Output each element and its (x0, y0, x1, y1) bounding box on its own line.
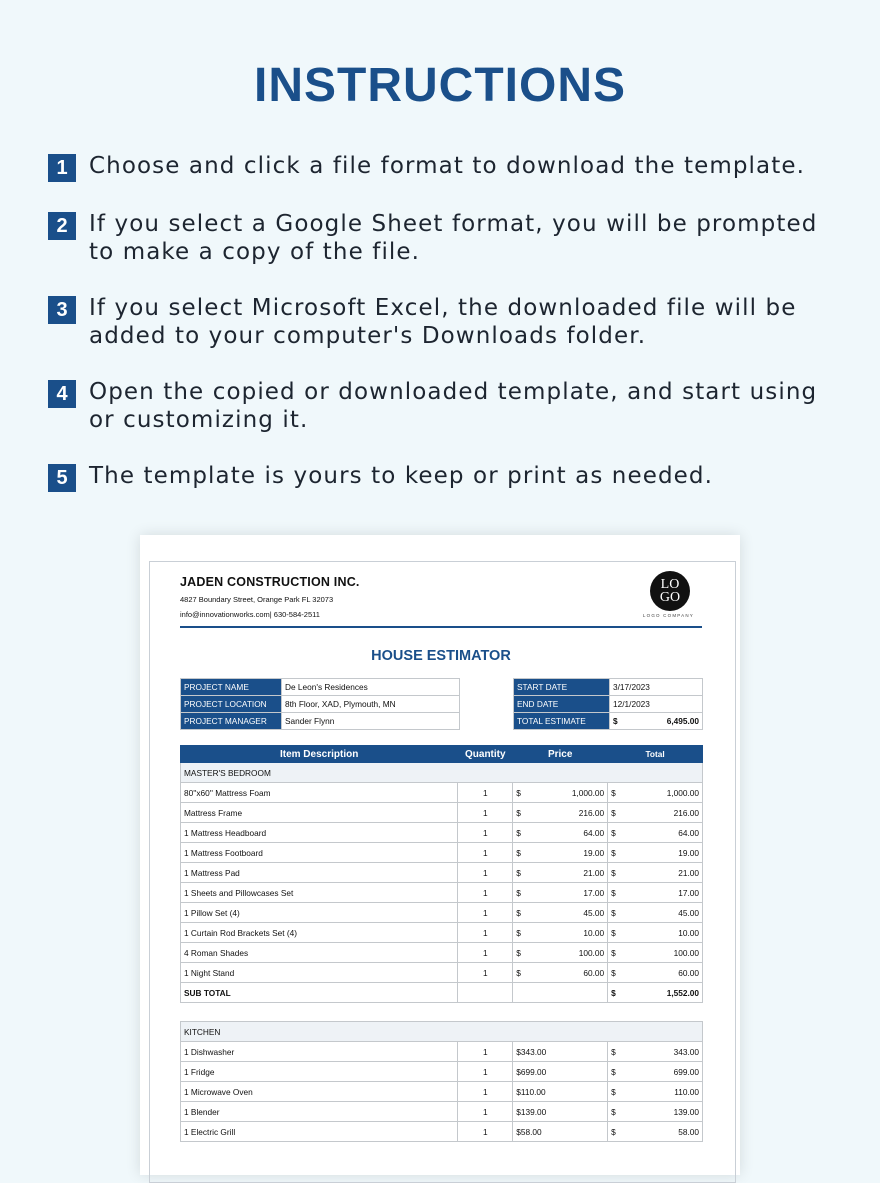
template-preview-sheet (140, 535, 740, 1175)
table-row (181, 923, 703, 943)
item-total: 58.00 (624, 1122, 703, 1142)
section-row (181, 1022, 703, 1042)
logo-text-bottom: GO (659, 590, 681, 605)
total-currency: $ (608, 1102, 624, 1122)
project-name-value: De Leon's Residences (282, 679, 460, 696)
total-currency: $ (608, 843, 624, 863)
end-date-label: END DATE (514, 696, 610, 713)
item-quantity: 1 (458, 823, 513, 843)
company-name: JADEN CONSTRUCTION INC. (180, 575, 360, 589)
project-location-value: 8th Floor, XAD, Plymouth, MN (282, 696, 460, 713)
company-address: 4827 Boundary Street, Orange Park FL 32073 (180, 595, 334, 604)
project-location-label: PROJECT LOCATION (181, 696, 282, 713)
item-total: 45.00 (624, 903, 703, 923)
price-currency: $ (513, 943, 531, 963)
item-quantity: 1 (458, 1102, 513, 1122)
item-description: 1 Dishwasher (181, 1042, 458, 1062)
total-currency: $ (608, 903, 624, 923)
item-description: 1 Pillow Set (4) (181, 903, 458, 923)
instruction-steps (48, 152, 848, 520)
estimate-document (180, 575, 702, 1137)
item-price: $58.00 (513, 1122, 608, 1142)
instruction-step (48, 152, 848, 182)
price-currency: $ (513, 823, 531, 843)
project-name-label: PROJECT NAME (181, 679, 282, 696)
table-row (181, 883, 703, 903)
subtotal-row (181, 983, 703, 1003)
instruction-step (48, 210, 848, 266)
start-date-label: START DATE (514, 679, 610, 696)
item-quantity: 1 (458, 923, 513, 943)
item-quantity: 1 (458, 1122, 513, 1142)
item-description: 1 Mattress Pad (181, 863, 458, 883)
total-currency: $ (608, 823, 624, 843)
item-total: 343.00 (624, 1042, 703, 1062)
price-currency: $ (513, 843, 531, 863)
logo-text-top: LO (660, 577, 680, 592)
total-currency: $ (608, 863, 624, 883)
item-quantity: 1 (458, 1062, 513, 1082)
item-description: 1 Mattress Headboard (181, 823, 458, 843)
item-quantity: 1 (458, 803, 513, 823)
total-currency: $ (608, 783, 624, 803)
item-total: 699.00 (624, 1062, 703, 1082)
step-number-badge: 5 (48, 464, 76, 492)
table-header-row (181, 746, 703, 763)
item-total: 19.00 (624, 843, 703, 863)
total-estimate-label: TOTAL ESTIMATE (514, 713, 610, 730)
header-price: Price (513, 746, 608, 763)
item-quantity: 1 (458, 943, 513, 963)
section-name: MASTER'S BEDROOM (181, 763, 703, 783)
total-currency: $ (608, 923, 624, 943)
item-price: $343.00 (513, 1042, 608, 1062)
item-description: 1 Night Stand (181, 963, 458, 983)
header-quantity: Quantity (458, 746, 513, 763)
item-total: 1,000.00 (624, 783, 703, 803)
table-row (181, 1042, 703, 1062)
company-contact: info@innovationworks.com| 630-584-2511 (180, 610, 320, 619)
price-currency: $ (513, 963, 531, 983)
step-text: If you select Microsoft Excel, the downloaded file will be added to your computer's Downloads folder. (89, 295, 797, 349)
item-total: 110.00 (624, 1082, 703, 1102)
step-number-badge: 2 (48, 212, 76, 240)
item-quantity: 1 (458, 1082, 513, 1102)
section-name: KITCHEN (181, 1022, 703, 1042)
total-currency: $ (608, 883, 624, 903)
item-description: 1 Fridge (181, 1062, 458, 1082)
item-price: $110.00 (513, 1082, 608, 1102)
end-date-value: 12/1/2023 (610, 696, 703, 713)
price-currency: $ (513, 863, 531, 883)
step-number-badge: 3 (48, 296, 76, 324)
table-row (181, 783, 703, 803)
section-row (181, 763, 703, 783)
instruction-step (48, 462, 848, 492)
step-text: If you select a Google Sheet format, you will be prompted to make a copy of the file. (89, 211, 818, 265)
company-logo (650, 571, 690, 611)
item-description: 80''x60'' Mattress Foam (181, 783, 458, 803)
item-total: 64.00 (624, 823, 703, 843)
price-currency: $ (513, 783, 531, 803)
step-number-badge: 1 (48, 154, 76, 182)
table-row (181, 963, 703, 983)
total-currency: $ (608, 803, 624, 823)
table-row (181, 1082, 703, 1102)
item-price: 60.00 (531, 963, 608, 983)
item-quantity: 1 (458, 843, 513, 863)
header-divider (180, 626, 702, 628)
header-total: Total (608, 746, 703, 763)
item-price: $139.00 (513, 1102, 608, 1122)
total-currency: $ (608, 1082, 624, 1102)
item-description: 1 Electric Grill (181, 1122, 458, 1142)
schedule-info-table (513, 678, 703, 730)
table-row (181, 803, 703, 823)
table-row (181, 1102, 703, 1122)
total-currency: $ (608, 1122, 624, 1142)
step-number-badge: 4 (48, 380, 76, 408)
item-quantity: 1 (458, 903, 513, 923)
item-total: 10.00 (624, 923, 703, 943)
table-row (181, 823, 703, 843)
table-row (181, 943, 703, 963)
item-quantity: 1 (458, 1042, 513, 1062)
item-description: 1 Microwave Oven (181, 1082, 458, 1102)
header-item-description: Item Description (181, 746, 458, 763)
item-total: 21.00 (624, 863, 703, 883)
item-price: 216.00 (531, 803, 608, 823)
item-total: 216.00 (624, 803, 703, 823)
subtotal-value: 1,552.00 (624, 983, 703, 1003)
document-title: HOUSE ESTIMATOR (371, 648, 511, 664)
table-row (181, 903, 703, 923)
price-currency: $ (513, 903, 531, 923)
project-manager-value: Sander Flynn (282, 713, 460, 730)
step-text: Open the copied or downloaded template, and start using or customizing it. (89, 379, 818, 433)
total-currency: $ (608, 1042, 624, 1062)
item-total: 100.00 (624, 943, 703, 963)
step-text: Choose and click a file format to download the template. (89, 153, 806, 179)
item-price: 19.00 (531, 843, 608, 863)
item-description: 1 Mattress Footboard (181, 843, 458, 863)
total-currency: $ (608, 963, 624, 983)
price-currency: $ (513, 883, 531, 903)
project-manager-label: PROJECT MANAGER (181, 713, 282, 730)
instruction-step (48, 294, 848, 350)
total-currency: $ (608, 1062, 624, 1082)
item-price: 100.00 (531, 943, 608, 963)
price-currency: $ (513, 923, 531, 943)
table-row (181, 863, 703, 883)
item-price: 64.00 (531, 823, 608, 843)
table-row (181, 1122, 703, 1142)
total-currency: $ (608, 943, 624, 963)
price-currency: $ (513, 803, 531, 823)
start-date-value: 3/17/2023 (610, 679, 703, 696)
estimate-items-table (180, 745, 703, 1142)
item-quantity: 1 (458, 883, 513, 903)
item-price: 1,000.00 (531, 783, 608, 803)
total-estimate-currency: $ (610, 713, 631, 730)
subtotal-currency: $ (608, 983, 624, 1003)
item-total: 17.00 (624, 883, 703, 903)
subtotal-label: SUB TOTAL (181, 983, 458, 1003)
item-price: 17.00 (531, 883, 608, 903)
instructions-title: INSTRUCTIONS (254, 59, 626, 112)
item-quantity: 1 (458, 783, 513, 803)
table-row (181, 1062, 703, 1082)
item-description: 4 Roman Shades (181, 943, 458, 963)
item-total: 139.00 (624, 1102, 703, 1122)
item-total: 60.00 (624, 963, 703, 983)
item-description: 1 Sheets and Pillowcases Set (181, 883, 458, 903)
item-price: 45.00 (531, 903, 608, 923)
total-estimate-value: 6,495.00 (630, 713, 702, 730)
instruction-step (48, 378, 848, 434)
table-row (181, 843, 703, 863)
step-text: The template is yours to keep or print as needed. (89, 463, 714, 489)
item-price: $699.00 (513, 1062, 608, 1082)
item-price: 21.00 (531, 863, 608, 883)
item-price: 10.00 (531, 923, 608, 943)
item-description: 1 Curtain Rod Brackets Set (4) (181, 923, 458, 943)
project-info-table (180, 678, 460, 730)
item-quantity: 1 (458, 863, 513, 883)
item-description: Mattress Frame (181, 803, 458, 823)
item-quantity: 1 (458, 963, 513, 983)
item-description: 1 Blender (181, 1102, 458, 1122)
logo-caption: LOGO COMPANY (642, 613, 694, 618)
